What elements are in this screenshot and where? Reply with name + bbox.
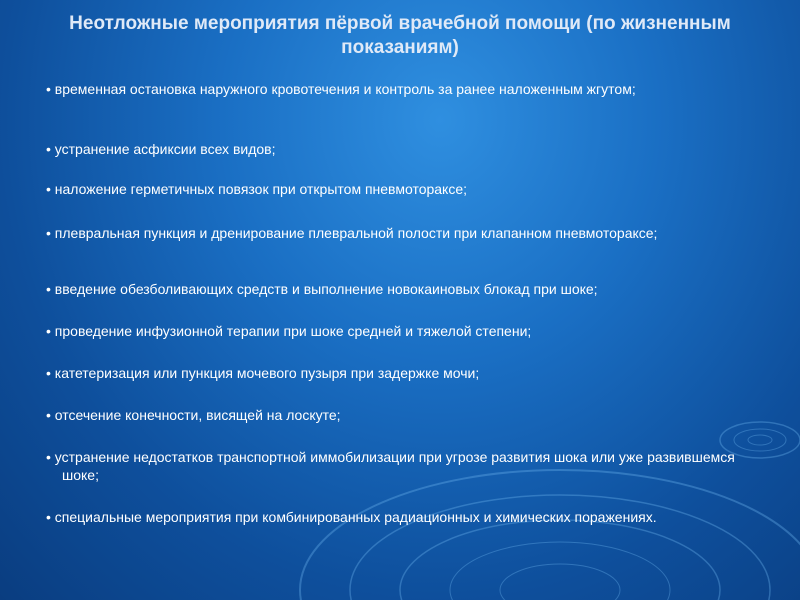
list-item: • специальные мероприятия при комбинированных радиационных и химических поражениях. xyxy=(46,509,657,525)
list-item: • плевральная пункция и дренирование плевральной полости при клапанном пневмотораксе; xyxy=(46,225,658,241)
list-item: • введение обезболивающих средств и выполнение новокаиновых блокад при шоке; xyxy=(46,281,598,297)
list-item: • устранение асфиксии всех видов; xyxy=(46,141,276,157)
slide-title: Неотложные мероприятия пёрвой врачебной помощи (по жизненным показаниям) xyxy=(69,13,731,58)
list-item: • устранение недостатков транспортной иммобилизации при угрозе развития шока или уже развившемся шоке; xyxy=(46,449,735,483)
list-item: • катетеризация или пункция мочевого пузыря при задержке мочи; xyxy=(46,365,480,381)
list-item: • отсечение конечности, висящей на лоскуте; xyxy=(46,407,341,423)
list-item: • наложение герметичных повязок при открытом пневмотораксе; xyxy=(46,181,468,197)
list-item: • временная остановка наружного кровотечения и контроль за ранее наложенным жгутом; xyxy=(46,81,636,97)
list-item: • проведение инфузионной терапии при шоке средней и тяжелой степени; xyxy=(46,323,532,339)
